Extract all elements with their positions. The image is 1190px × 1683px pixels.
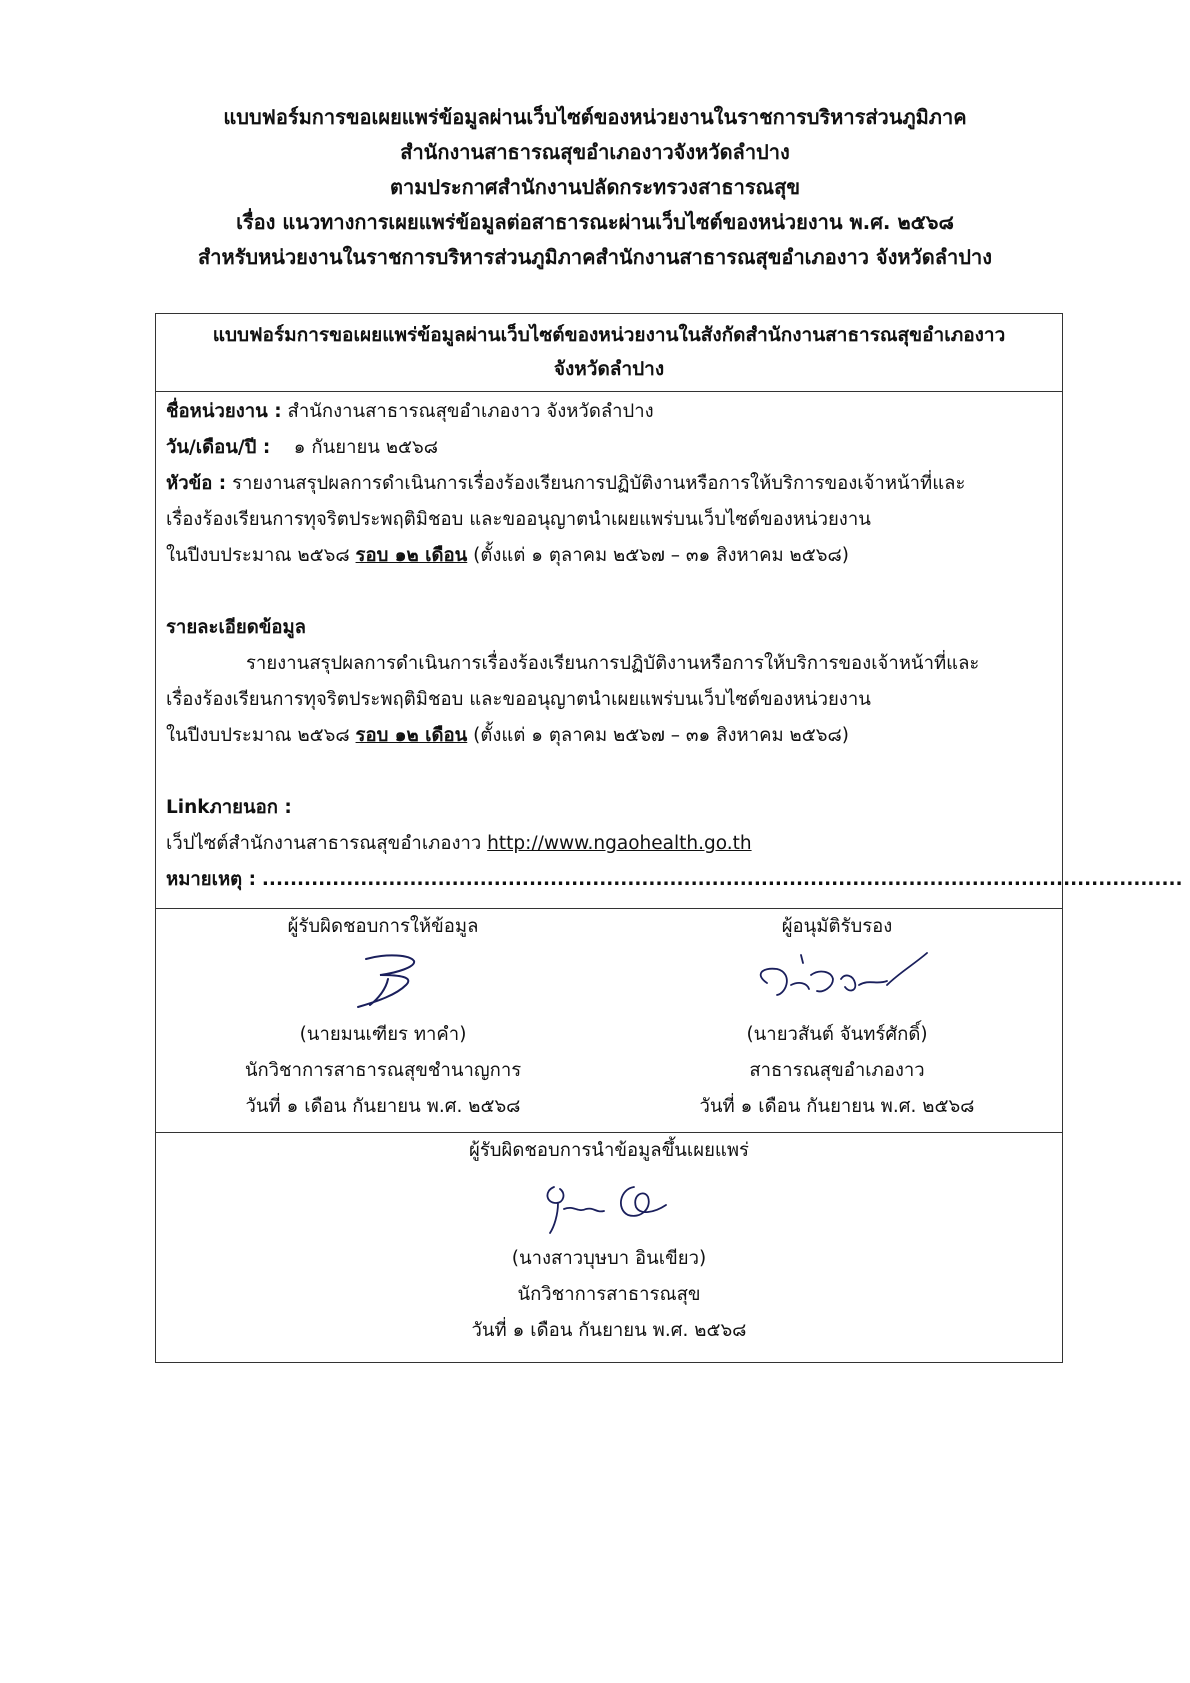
details-line-3-post: (ตั้งแต่ ๑ ตุลาคม ๒๕๖๗ – ๓๑ สิงหาคม ๒๕๖๘) bbox=[473, 725, 849, 746]
details-line-3-bold: รอบ ๑๒ เดือน bbox=[355, 725, 468, 746]
publisher-date: วันที่ ๑ เดือน กันยายน พ.ศ. ๒๕๖๘ bbox=[471, 1320, 747, 1341]
details-line-2: เรื่องร้องเรียนการทุจริตประพฤติมิชอบ และขออนุญาตนำเผยแพร่บนเว็บไซต์ของหน่วยงาน bbox=[166, 689, 871, 710]
approver-signature-image bbox=[737, 945, 937, 1017]
link-label: Linkภายนอก : bbox=[166, 797, 292, 818]
date-value: ๑ กันยายน ๒๕๖๘ bbox=[293, 437, 439, 458]
header-line-1: แบบฟอร์มการขอเผยแพร่ข้อมูลผ่านเว็บไซต์ของหน่วยงานในราชการบริหารส่วนภูมิภาค bbox=[223, 105, 967, 129]
agency-row bbox=[166, 394, 1054, 430]
link-row bbox=[166, 826, 1054, 862]
approver-name: (นายวสันต์ จันทร์ศักดิ์) bbox=[746, 1024, 928, 1045]
form-title bbox=[156, 314, 1062, 392]
header-line-2: สำนักงานสาธารณสุขอำเภองาวจังหวัดลำปาง bbox=[400, 140, 790, 164]
provider-signature-image bbox=[318, 945, 448, 1017]
publisher-role: ผู้รับผิดชอบการนำข้อมูลขึ้นเผยแพร่ bbox=[469, 1140, 749, 1161]
provider-name: (นายมนเฑียร ทาคำ) bbox=[299, 1024, 467, 1045]
provider-date: วันที่ ๑ เดือน กันยายน พ.ศ. ๒๕๖๘ bbox=[245, 1096, 521, 1117]
remark-row bbox=[166, 862, 1183, 898]
topic-row bbox=[166, 466, 1054, 502]
topic-line-3-post: (ตั้งแต่ ๑ ตุลาคม ๒๕๖๗ – ๓๑ สิงหาคม ๒๕๖๘) bbox=[473, 545, 849, 566]
approval-signatures bbox=[156, 908, 1062, 1138]
topic-label: หัวข้อ : bbox=[166, 473, 227, 494]
spacer bbox=[166, 574, 1054, 610]
approver-date: วันที่ ๑ เดือน กันยายน พ.ศ. ๒๕๖๘ bbox=[699, 1096, 975, 1117]
header-line-4: เรื่อง แนวทางการเผยแพร่ข้อมูลต่อสาธารณะผ่านเว็บไซต์ของหน่วยงาน พ.ศ. ๒๕๖๘ bbox=[236, 210, 954, 234]
link-text: เว็ปไซต์สำนักงานสาธารณสุขอำเภองาว bbox=[166, 833, 482, 854]
publisher-position: นักวิชาการสาธารณสุข bbox=[517, 1284, 701, 1305]
approver-position: สาธารณสุขอำเภองาว bbox=[749, 1060, 925, 1081]
details-line-1: รายงานสรุปผลการดำเนินการเรื่องร้องเรียนการปฏิบัติงานหรือการให้บริการของเจ้าหน้าที่และ bbox=[246, 653, 980, 674]
publisher-signature-block bbox=[156, 1132, 1062, 1362]
remark-dots: ................................................................................................................................... bbox=[261, 869, 1183, 890]
topic-line-2: เรื่องร้องเรียนการทุจริตประพฤติมิชอบ และขออนุญาตนำเผยแพร่บนเว็บไซต์ของหน่วยงาน bbox=[166, 509, 871, 530]
details-label: รายละเอียดข้อมูล bbox=[166, 617, 307, 638]
agency-value: สำนักงานสาธารณสุขอำเภองาว จังหวัดลำปาง bbox=[287, 401, 654, 422]
date-label: วัน/เดือน/ปี : bbox=[166, 437, 271, 458]
document-header bbox=[60, 100, 1130, 275]
details-line-3 bbox=[166, 718, 1054, 754]
approver-role: ผู้อนุมัติรับรอง bbox=[781, 916, 893, 937]
topic-line-3 bbox=[166, 538, 1054, 574]
topic-line-1: รายงานสรุปผลการดำเนินการเรื่องร้องเรียนการปฏิบัติงานหรือการให้บริการของเจ้าหน้าที่และ bbox=[232, 473, 966, 494]
details-line-3-pre: ในปีงบประมาณ ๒๕๖๘ bbox=[166, 725, 350, 746]
form-title-line-2: จังหวัดลำปาง bbox=[553, 358, 665, 380]
topic-line-3-bold: รอบ ๑๒ เดือน bbox=[355, 545, 468, 566]
form-info bbox=[166, 394, 1183, 898]
topic-line-3-pre: ในปีงบประมาณ ๒๕๖๘ bbox=[166, 545, 350, 566]
spacer bbox=[166, 754, 1054, 790]
publisher-signature-image bbox=[524, 1169, 694, 1241]
provider-role: ผู้รับผิดชอบการให้ข้อมูล bbox=[287, 916, 479, 937]
approver-signature-block bbox=[610, 909, 1064, 1125]
remark-label: หมายเหตุ : bbox=[166, 869, 256, 890]
header-line-5: สำหรับหน่วยงานในราชการบริหารส่วนภูมิภาคสำนักงานสาธารณสุขอำเภองาว จังหวัดลำปาง bbox=[198, 245, 992, 269]
request-form bbox=[155, 313, 1183, 1363]
website-link[interactable]: http://www.ngaohealth.go.th bbox=[487, 833, 752, 854]
header-line-3: ตามประกาศสำนักงานปลัดกระทรวงสาธารณสุข bbox=[389, 175, 800, 199]
agency-label: ชื่อหน่วยงาน : bbox=[166, 401, 282, 422]
provider-position: นักวิชาการสาธารณสุขชำนาญการ bbox=[244, 1060, 522, 1081]
date-row bbox=[166, 430, 1054, 466]
form-title-line-1: แบบฟอร์มการขอเผยแพร่ข้อมูลผ่านเว็บไซต์ของหน่วยงานในสังกัดสำนักงานสาธารณสุขอำเภองาว bbox=[212, 324, 1006, 346]
publisher-name: (นางสาวบุษบา อินเขียว) bbox=[511, 1248, 707, 1269]
provider-signature-block bbox=[156, 909, 610, 1125]
